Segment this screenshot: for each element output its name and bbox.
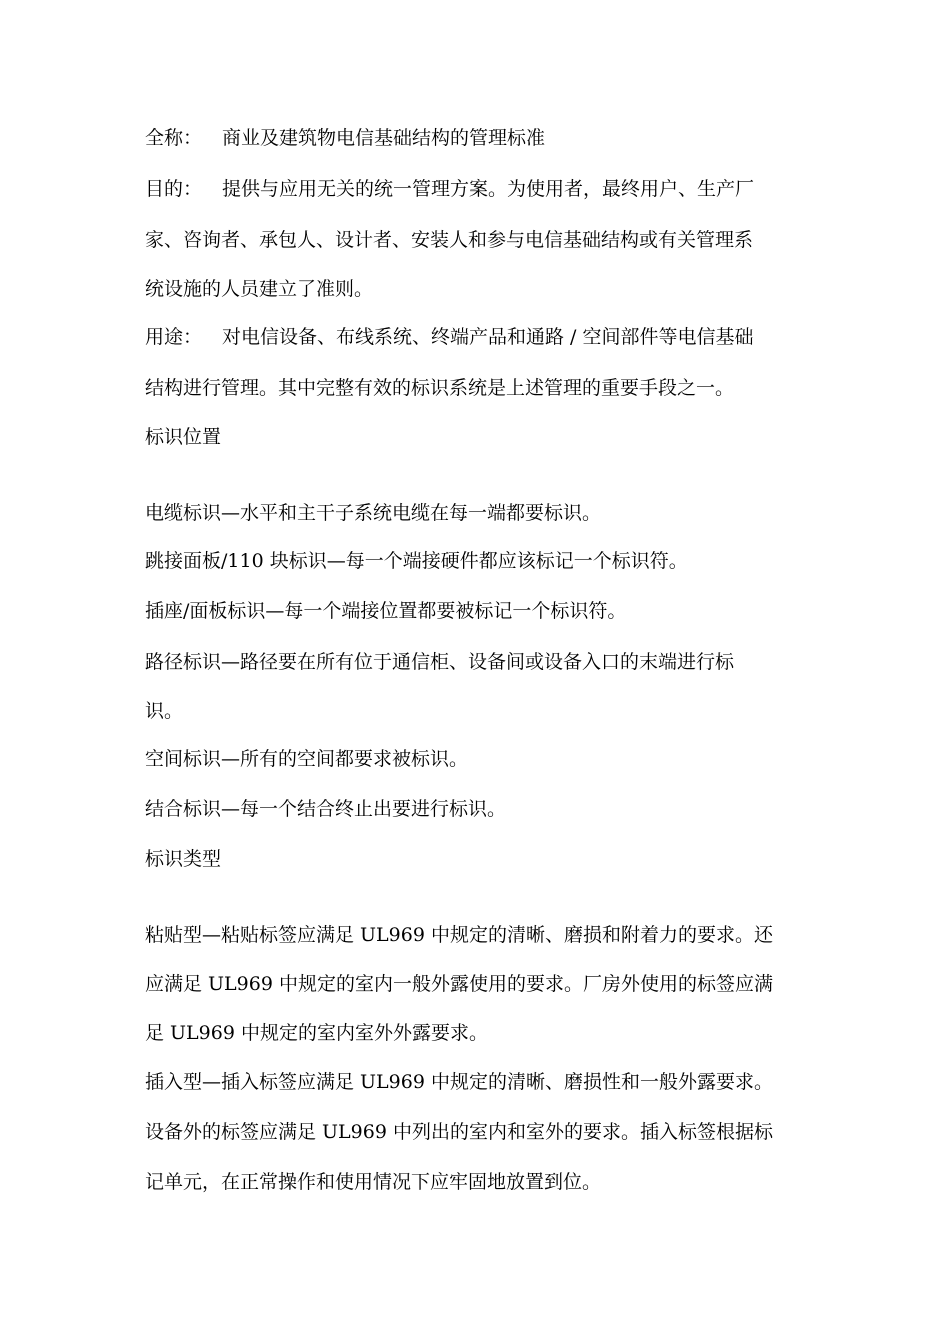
adhesive-type-line: 粘贴型—粘贴标签应满足 UL969 中规定的清晰、磨损和附着力的要求。还 xyxy=(145,924,773,946)
cable-label-line: 电缆标识—水平和主干子系统电缆在每一端都要标识。 xyxy=(145,502,602,524)
pathway-label-line-2: 识。 xyxy=(145,700,184,722)
insert-type-line-2: 设备外的标签应满足 UL969 中列出的室内和室外的要求。插入标签根据标 xyxy=(145,1121,773,1143)
space-label-line: 空间标识—所有的空间都要求被标识。 xyxy=(145,748,469,770)
usage-line xyxy=(145,325,810,349)
purpose-text: 提供与应用无关的统一管理方案。为使用者，最终用户、生产厂 xyxy=(222,178,755,200)
usage-text: 对电信设备、布线系统、终端产品和通路 / 空间部件等电信基础 xyxy=(222,326,754,348)
adhesive-type-line-3: 足 UL969 中规定的室内室外外露要求。 xyxy=(145,1022,488,1044)
purpose-label: 目的： xyxy=(145,178,203,200)
adhesive-type-line-2: 应满足 UL969 中规定的室内一般外露使用的要求。厂房外使用的标签应满 xyxy=(145,973,773,995)
patch-panel-label-line: 跳接面板/110 块标识—每一个端接硬件都应该标记一个标识符。 xyxy=(145,550,688,572)
purpose-line xyxy=(145,177,810,201)
full-name-text: 商业及建筑物电信基础结构的管理标准 xyxy=(222,127,546,149)
purpose-line-3: 统设施的人员建立了准则。 xyxy=(145,278,374,300)
full-name-line xyxy=(145,126,810,150)
pathway-label-line: 路径标识—路径要在所有位于通信柜、设备间或设备入口的末端进行标 xyxy=(145,651,735,673)
bonding-label-line: 结合标识—每一个结合终止出要进行标识。 xyxy=(145,798,507,820)
insert-type-line: 插入型—插入标签应满足 UL969 中规定的清晰、磨损性和一般外露要求。 xyxy=(145,1071,773,1093)
heading-label-type: 标识类型 xyxy=(145,848,222,870)
purpose-line-2: 家、咨询者、承包人、设计者、安装人和参与电信基础结构或有关管理系 xyxy=(145,229,754,251)
full-name-label: 全称： xyxy=(145,127,203,149)
outlet-label-line: 插座/面板标识—每一个端接位置都要被标记一个标识符。 xyxy=(145,600,627,622)
usage-line-2: 结构进行管理。其中完整有效的标识系统是上述管理的重要手段之一。 xyxy=(145,377,735,399)
heading-label-location: 标识位置 xyxy=(145,426,222,448)
usage-label: 用途： xyxy=(145,326,203,348)
insert-type-line-3: 记单元，在正常操作和使用情况下应牢固地放置到位。 xyxy=(145,1171,602,1193)
